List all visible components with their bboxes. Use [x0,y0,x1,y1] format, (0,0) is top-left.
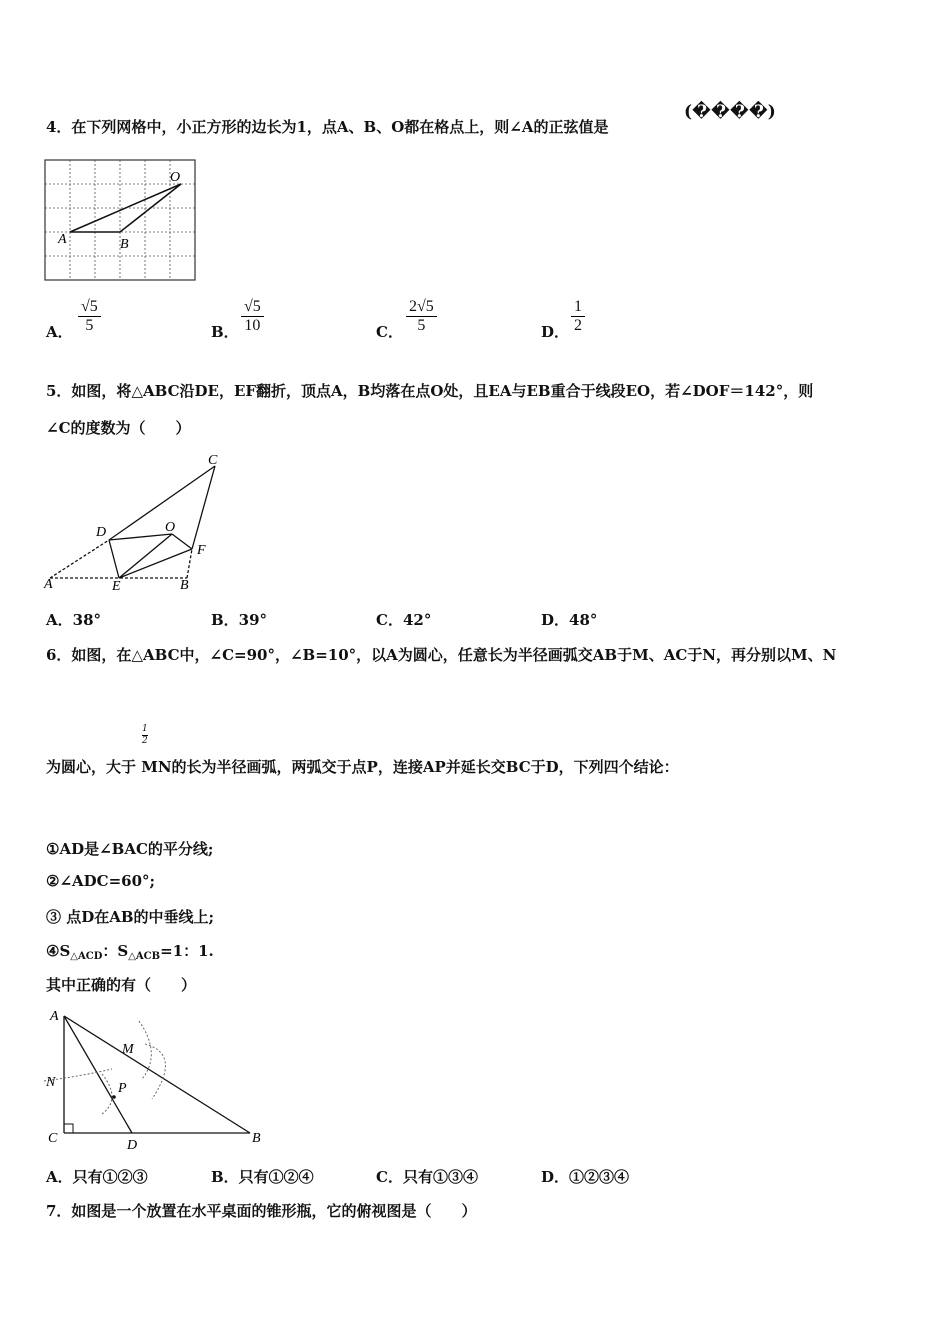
q6-conclusion-2: ②∠ADC=60°; [46,872,156,890]
q6-conclusion-4: $④S_{\triangle ACD}$：$S_{\triangle ACB}=1$：1. [46,942,214,962]
q6-question: 其中正确的有（ ） [46,976,197,994]
q5-label-f: F [197,543,206,558]
q6-conclusion-3: ③ 点D在AB的中垂线上; [46,908,215,926]
q5-label-a: A [44,577,53,592]
q6-option-c: C．只有①③④ [376,1168,478,1186]
q6-label-c: C [48,1131,58,1146]
q6-option-b: B．只有①②④ [211,1168,314,1186]
q5-triangle-figure [42,448,232,594]
q6-line2: 为圆心，大于 MN的长为半径画弧，两弧交于点P，连接AP并延长交BC于D，下列四个结论： [46,758,679,776]
q5-line1: 5．如图，将△ABC沿DE，EF翻折，顶点A，B均落在点O处，且EA与EB重合于线段EO，若∠DOF＝142°，则 [46,382,814,400]
q6-label-n: N [46,1075,56,1090]
q5-option-d: D．48° [541,611,598,629]
q4-option-b-fraction: $\frac{√5}{10}$ [241,298,264,335]
q4-option-d-fraction: $\frac{1}{2}$ [571,298,585,335]
q4-option-b-letter: B． [211,323,239,341]
q6-conclusion-1: ①AD是∠BAC的平分线; [46,840,214,858]
q4-paren: (����) [684,102,776,122]
q4-option-a-fraction: $\frac{√5}{5}$ [78,298,101,335]
q5-label-c: C [208,453,218,468]
q5-option-c: C．42° [376,611,432,629]
q6-label-b: B [252,1131,261,1146]
q6-triangle-figure [42,1004,267,1152]
q4-grid-figure [44,159,198,283]
q4-option-a-letter: A． [46,323,73,341]
q5-label-e: E [112,579,121,594]
q4-stem: 4．在下列网格中，小正方形的边长为1，点A、B、O都在格点上，则∠A的正弦值是 [46,118,609,136]
q4-label-o: O [170,170,181,185]
q6-label-d: D [127,1138,138,1152]
q5-option-b: B．39° [211,611,268,629]
q6-half-fraction: 1 2 [142,724,148,746]
q4-label-a: A [58,232,67,247]
q5-label-d: D [96,525,107,540]
q6-option-d: D．①②③④ [541,1168,630,1186]
q6-option-a: A．只有①②③ [46,1168,148,1186]
q5-line2: ∠C的度数为（ ） [46,419,191,437]
q5-label-b: B [180,578,189,593]
q4-label-b: B [120,237,129,252]
q4-option-c-fraction: $\frac{2√5}{5}$ [406,298,437,335]
q4-option-c-letter: C． [376,323,403,341]
q6-line1: 6．如图，在△ABC中，∠C=90°，∠B=10°，以A为圆心，任意长为半径画弧交AB于M、AC于N，再分别以M、N [46,646,837,664]
q5-option-a: A．38° [46,611,102,629]
q6-label-a: A [50,1009,59,1024]
q6-label-p: P [118,1081,127,1096]
q5-label-o: O [165,520,176,535]
q6-label-m: M [122,1042,134,1057]
q4-option-d-letter: D． [541,323,570,341]
q7-stem: 7．如图是一个放置在水平桌面的锥形瓶，它的俯视图是（ ） [46,1202,477,1220]
